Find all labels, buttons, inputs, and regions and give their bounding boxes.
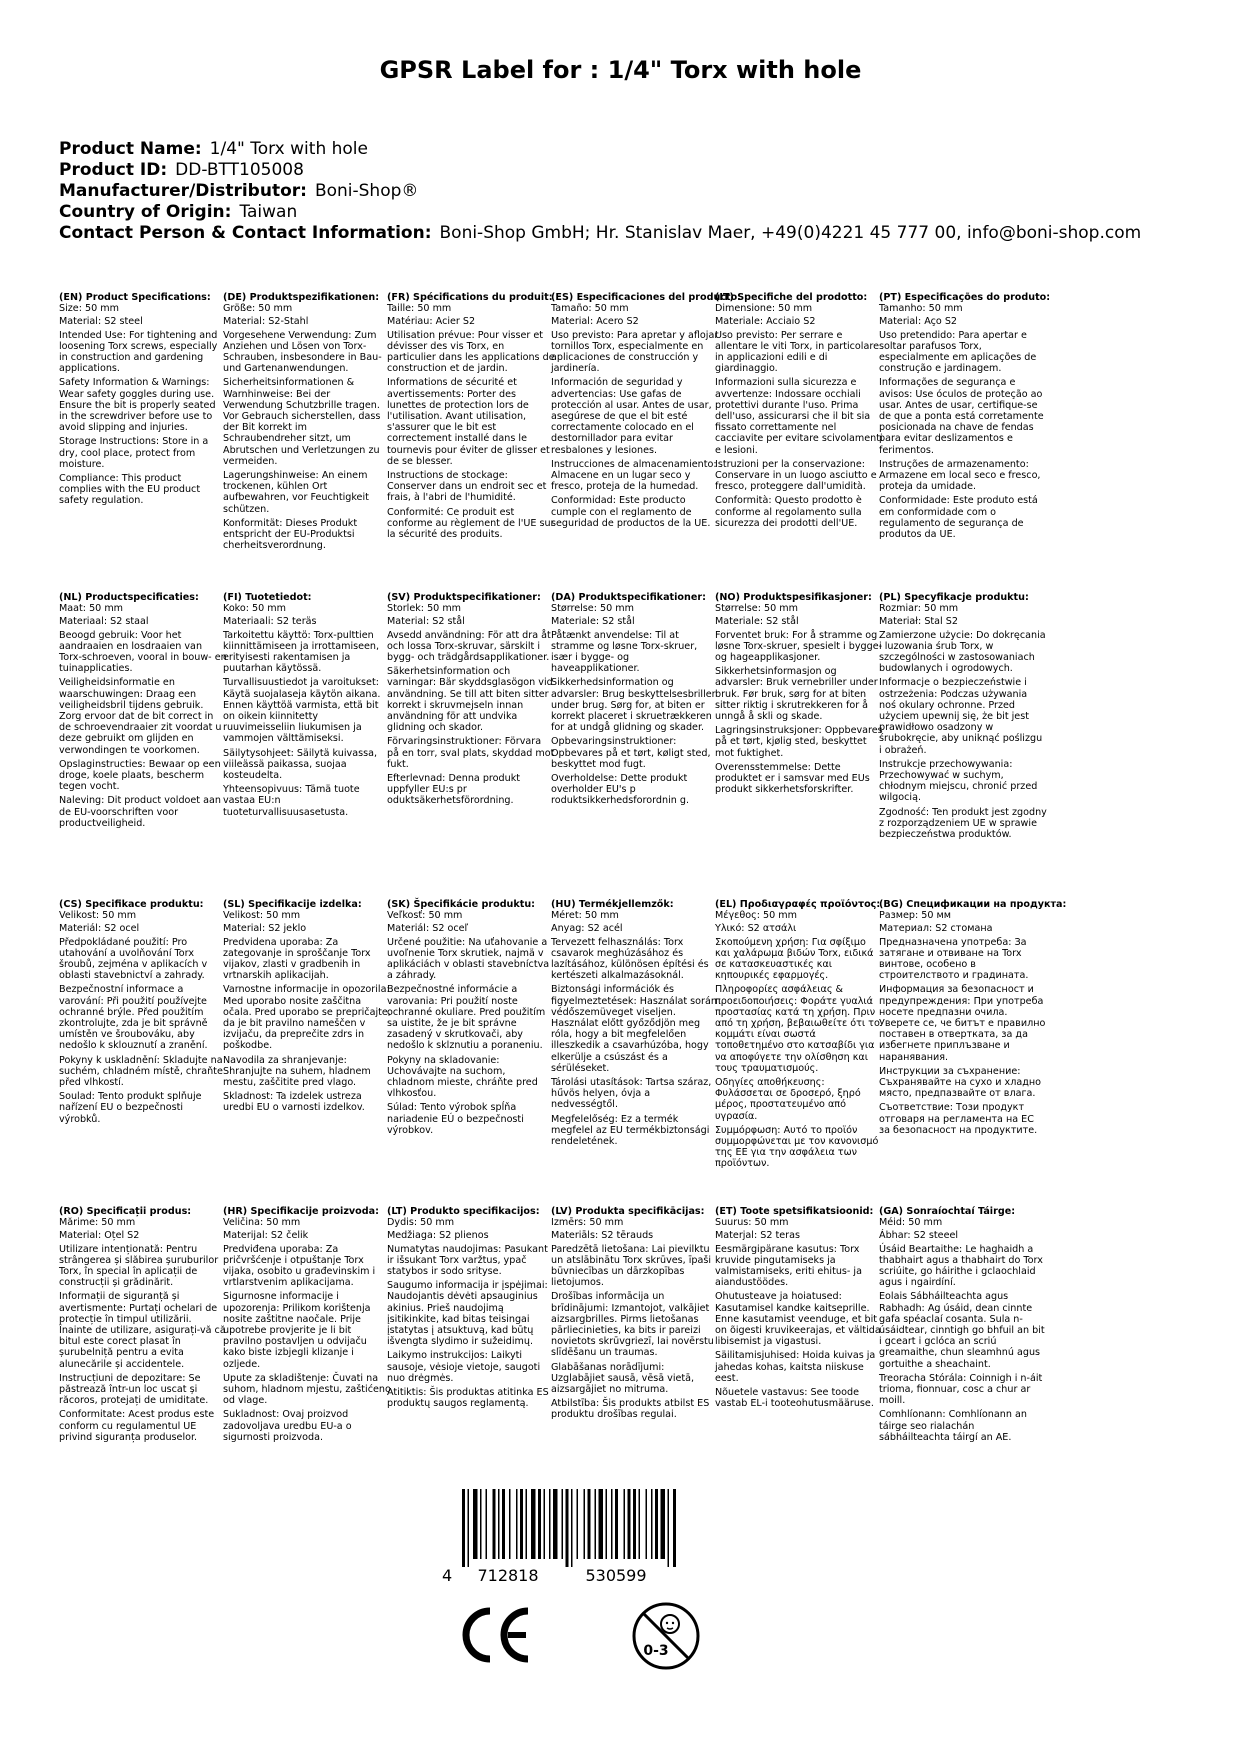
spec-paragraph: Skladnost: Ta izdelek ustreza uredbi EU o varnosti izdelkov. (223, 1091, 365, 1114)
spec-paragraph: Información de seguridad y advertencias: Use gafas de protección al usar. Antes de usar, asegúrese de que el bit esté correctamente colocado en el destornillador para evitar resbalones y lesiones. (551, 377, 712, 456)
spec-header: (HU) Termékjellemzők: (551, 899, 674, 910)
spec-header: (NL) Productspecificaties: (59, 592, 199, 603)
spec-paragraph: Biztonsági információk és figyelmeztetések: Használat során védőszemüveget viseljen. Használat előtt győződjön meg róla, hogy a bit megfelelően illeszkedik a csavarhúzóba, hogy elkerülje a csúszást és a sérüléseket. (551, 984, 717, 1074)
language-spec-block (879, 1206, 1047, 1446)
spec-material: Material: Oțel S2 (59, 1230, 140, 1242)
barcode-bar (577, 1489, 579, 1559)
meta-manufacturer: Manufacturer/Distributor: Boni-Shop® (59, 181, 419, 201)
spec-paragraph: Megfelelőség: Ez a termék megfelel az EU termékbiztonsági rendeletének. (551, 1113, 710, 1148)
spec-header: (LV) Produkta specifikācijas: (551, 1206, 705, 1217)
barcode-bar (468, 1489, 470, 1567)
spec-paragraph: Naleving: Dit product voldoet aan de EU-voorschriften voor productveiligheid. (59, 795, 221, 829)
spec-header: (SK) Špecifikácie produktu: (387, 899, 536, 910)
spec-paragraph: Avsedd användning: För att dra åt och lossa Torx-skruvar, särskilt i bygg- och trädgårdsapplikationer. (387, 629, 551, 664)
barcode-digits-right: 530599 (585, 1566, 647, 1584)
spec-header: (FR) Spécifications du produit: (387, 292, 553, 303)
spec-paragraph: Instruções de armazenamento: Armazene em local seco e fresco, proteja da umidade. (879, 458, 1041, 493)
barcode-bar (526, 1489, 528, 1559)
spec-material: Material: S2 jeklo (223, 923, 307, 935)
spec-paragraph: Numatytas naudojimas: Pasukant ir išsukant Torx varžtus, ypač statybos ir sodo srityse. (387, 1243, 548, 1278)
spec-size: Méret: 50 mm (551, 910, 619, 922)
spec-paragraph: Veiligheidsinformatie en waarschuwingen: Draag een veiligheidsbril tijdens gebruik. Zorg ervoor dat de bit correct in de schroevendraaier zit voordat u deze gebruikt om glijden en verwondingen te voorkomen. (59, 677, 222, 756)
spec-paragraph: Förvaringsinstruktioner: Förvara på en torr, sval plats, skyddad mot fukt. (387, 736, 555, 770)
spec-size: Izmērs: 50 mm (551, 1217, 624, 1229)
spec-paragraph: Sigurnosne informacije i upozorenja: Prilikom korištenja nosite zaštitne naočale. Prije upotrebe provjerite je li bit pravilno postavljen u odvijaču kako biste izbjegli klizanje i ozljede. (223, 1291, 371, 1370)
spec-size: Dydis: 50 mm (387, 1217, 455, 1229)
language-band (59, 592, 1239, 892)
spec-paragraph: Overholdelse: Dette produkt overholder EU's p roduktsikkerhedsforordnin g. (551, 773, 690, 807)
spec-paragraph: Conformité: Ce produit est conforme au règlement de l'UE sur la sécurité des produits. (387, 506, 555, 541)
spec-header: (LT) Produkto specifikacijos: (387, 1206, 540, 1217)
spec-paragraph: Säilytysohjeet: Säilytä kuivassa, viileässä paikassa, suojaa kosteudelta. (223, 747, 378, 782)
product-meta (59, 139, 1199, 244)
spec-paragraph: Lagringsinstruksjoner: Oppbevares på et tørt, kjølig sted, beskyttet mot fuktighet. (715, 725, 883, 759)
language-band (59, 1206, 1239, 1506)
spec-material: Materiale: S2 stål (715, 616, 799, 628)
spec-header: (NO) Produktspesifikasjoner: (715, 592, 872, 603)
spec-paragraph: Yhteensopivuus: Tämä tuote vastaa EU:n tuoteturvallisuusasetusta. (223, 784, 360, 818)
spec-paragraph: Informații de siguranță și avertismente: Purtați ochelari de protecție în timpul utilizării. Înainte de utilizare, asigurați-vă că bitul este corect plasat în șurubelniță pentru a evita alunecările și accidentele. (59, 1291, 226, 1370)
spec-paragraph: Zgodność: Ten produkt jest zgodny z rozporządzeniem UE w sprawie bezpieczeństwa produktów. (879, 806, 1047, 841)
spec-size: Velikost: 50 mm (223, 910, 301, 922)
barcode-bar (553, 1489, 558, 1559)
spec-size: Suurus: 50 mm (715, 1217, 789, 1229)
spec-material: Materiál: S2 ocel (59, 923, 140, 935)
spec-paragraph: Ohutusteave ja hoiatused: Kasutamisel kandke kaitseprille. Enne kasutamist veenduge, et bit on õigesti kruvikeerajas, et vältida libisemist ja vigastusi. (715, 1291, 881, 1348)
spec-material: Matériau: Acier S2 (387, 316, 476, 328)
language-spec-block (879, 292, 1051, 543)
spec-paragraph: Säilitamisjuhised: Hoida kuivas ja jahedas kohas, kaitsta niiskuse eest. (715, 1350, 876, 1384)
language-spec-block (387, 899, 555, 1139)
spec-header: (EN) Product Specifications: (59, 292, 211, 303)
barcode-bar (639, 1489, 641, 1559)
spec-paragraph: Conformidad: Este producto cumple con el reglamento de seguridad de productos de la UE. (551, 495, 711, 529)
language-spec-block (551, 292, 742, 532)
language-spec-block (223, 899, 391, 1117)
barcode-bar (520, 1489, 523, 1559)
language-spec-block (387, 1206, 555, 1412)
spec-material: Materiaali: S2 teräs (223, 616, 317, 628)
language-spec-block (715, 592, 883, 798)
spec-paragraph: Comhlíonann: Comhlíonann an táirge seo rialachán sábháilteachta táirgí an AE. (879, 1409, 1027, 1443)
spec-size: Veličina: 50 mm (223, 1217, 301, 1229)
spec-header: (ET) Toote spetsifikatsioonid: (715, 1206, 874, 1217)
barcode-digit-prefix: 4 (442, 1566, 453, 1584)
spec-paragraph: Istruzioni per la conservazione: Conservare in un luogo asciutto e fresco, proteggere dall'umidità. (715, 458, 877, 493)
spec-paragraph: Beoogd gebruik: Voor het aandraaien en losdraaien van Torx-schroeven, vooral in bouw- en tuinapplicaties. (59, 629, 227, 675)
barcode-bar (498, 1489, 500, 1559)
barcode-bar (462, 1489, 465, 1567)
spec-paragraph: Sukladnost: Ovaj proizvod zadovoljava uredbu EU-a o sigurnosti proizvoda. (223, 1409, 352, 1443)
spec-paragraph: Varnostne informacije in opozorila: Med uporabo nosite zaščitna očala. Pred uporabo se prepričajte, da je bit pravilno nameščen v izvijaču, da preprečite zdrs in poškodbe. (223, 984, 391, 1052)
language-spec-block (59, 592, 227, 832)
spec-size: Mărime: 50 mm (59, 1217, 136, 1229)
spec-paragraph: Compliance: This product complies with the EU product safety regulation. (59, 473, 201, 507)
spec-paragraph: Uso previsto: Para apretar y aflojar tornillos Torx, especialmente en aplicaciones de construcción y jardinería. (551, 329, 719, 375)
spec-paragraph: Uso previsto: Per serrare e allentare le viti Torx, in particolare in applicazioni edili e di giardinaggio. (715, 329, 879, 375)
spec-paragraph: Tárolási utasítások: Tartsa száraz, hűvös helyen, óvja a nedvességtől. (551, 1077, 712, 1111)
spec-material: Материал: S2 стомана (879, 923, 993, 935)
barcode-bar (606, 1489, 608, 1559)
barcode-bar (571, 1489, 573, 1567)
barcode-bar (673, 1489, 676, 1567)
language-spec-block (879, 899, 1067, 1139)
spec-paragraph: Eesmärgipärane kasutus: Torx kruvide pingutamiseks ja valmistamiseks, eriti ehitus- ja aiandustöödes. (715, 1243, 862, 1289)
spec-material: Materiaal: S2 staal (59, 616, 149, 628)
barcode-bar (549, 1489, 551, 1559)
spec-size: Størrelse: 50 mm (551, 603, 634, 615)
language-spec-block (223, 292, 391, 554)
barcode-bar (646, 1489, 648, 1559)
spec-material: Material: S2-Stahl (223, 316, 309, 328)
not-for-children-0-3-icon (630, 1600, 702, 1672)
spec-paragraph: Atitiktis: Šis produktas atitinka ES produktų saugos reglamentą. (387, 1387, 549, 1410)
spec-paragraph: Bezpečnostné informácie a varovania: Pri použití noste ochranné okuliare. Pred použitím sa uistite, že je bit správne zasadený v skrutkovači, aby nedošlo k sklznutiu a poraneniu. (387, 984, 546, 1052)
meta-country: Country of Origin: Taiwan (59, 202, 298, 222)
meta-product-name: Product Name: 1/4" Torx with hole (59, 139, 368, 159)
spec-header: (PL) Specyfikacje produktu: (879, 592, 1029, 603)
spec-paragraph: Lagerungshinweise: An einem trockenen, kühlen Ort aufbewahren, vor Feuchtigkeit schützen. (223, 470, 369, 515)
spec-material: Material: S2 stål (387, 616, 465, 628)
barcode-bar (633, 1489, 636, 1559)
barcode-bar (516, 1489, 518, 1559)
barcode-bar (531, 1489, 536, 1559)
spec-paragraph: Pokyny k uskladnění: Skladujte na suchém, chladném místě, chraňte před vlhkostí. (59, 1054, 223, 1089)
spec-paragraph: Opslaginstructies: Bewaar op een droge, koele plaats, bescherm tegen vocht. (59, 758, 221, 793)
language-spec-block (551, 1206, 719, 1424)
spec-material: Materiale: S2 stål (551, 616, 635, 628)
spec-size: Tamaño: 50 mm (551, 303, 629, 315)
language-spec-block (715, 292, 883, 532)
spec-paragraph: Instrucciones de almacenamiento: Almacene en un lugar seco y fresco, proteja de la humedad. (551, 458, 717, 493)
spec-paragraph: Forventet bruk: For å stramme og løsne Torx-skruer, spesielt i bygge- og hageapplikasjoner. (715, 629, 883, 664)
spec-header: (PT) Especificações do produto: (879, 292, 1051, 303)
spec-paragraph: Saugumo informacija ir įspėjimai: Naudojantis dėvėti apsauginius akinius. Prieš naudojimą įsitikinkite, kad bitas teisingai įstatytas į atsuktuvą, kad būtų išvengta slydimo ir sužeidimų. (387, 1280, 548, 1348)
spec-paragraph: Conformitate: Acest produs este conform cu regulamentul UE privind siguranța produselor. (59, 1409, 215, 1443)
barcode-bar (611, 1489, 613, 1559)
spec-paragraph: Informações de segurança e avisos: Use óculos de proteção ao usar. Antes de usar, certifique-se de que a ponta está corretamente posicionada na chave de fendas para evitar deslizamentos e ferimentos. (879, 377, 1044, 456)
spec-paragraph: Conformidade: Este produto está em conformidade com o regulamento de segurança de produtos da UE. (879, 495, 1038, 541)
spec-header: (GA) Sonraíochtaí Táirge: (879, 1206, 1016, 1217)
language-spec-block (59, 899, 227, 1128)
spec-paragraph: Bezpečnostní informace a varování: Při použití používejte ochranné brýle. Před použitím zkontrolujte, zda je bit správně umístěn ve šroubováku, aby nedošlo k sklouznutí a zranění. (59, 984, 208, 1052)
spec-paragraph: Eolais Sábháilteachta agus Rabhadh: Ag úsáid, dean cinnte gafa spéaclaí cosanta. Sula n-úsáidtear, cinntigh go bhfuil an bit i gceart i gclóca an scriú greamaithe, chun sleamhnú agus gortuithe a sheachaint. (879, 1291, 1045, 1370)
language-spec-block (59, 1206, 227, 1446)
spec-paragraph: Информация за безопасност и предупреждения: При употреба носете предпазни очила. Уверете се, че битът е правилно поставен в отвертката, за да избегнете приплъзване и наранявания. (879, 984, 1046, 1063)
spec-paragraph: Storage Instructions: Store in a dry, cool place, protect from moisture. (59, 436, 209, 470)
spec-header: (ES) Especificaciones del producto: (551, 292, 742, 303)
barcode-bar (538, 1489, 541, 1559)
spec-paragraph: Utilisation prévue: Pour visser et dévisser des vis Torx, en particulier dans les applications de construction et de jardin. (387, 329, 555, 375)
spec-paragraph: Zamierzone użycie: Do dokręcania i luzowania śrub Torx, w szczególności w zastosowaniach budowlanych i ogrodowych. (879, 629, 1046, 675)
spec-material: Ábhar: S2 steeel (879, 1230, 959, 1242)
spec-paragraph: Turvallisuustiedot ja varoitukset: Käytä suojalaseja käytön aikana. Ennen käyttöä varmista, että bit on oikein kiinnitetty ruuvimeisseliin liukumisen ja vammojen välttämiseksi. (223, 677, 381, 745)
spec-paragraph: Conformità: Questo prodotto è conforme al regolamento sulla sicurezza dei prodotti dell'UE. (715, 495, 862, 529)
spec-paragraph: Utilizare intenționată: Pentru strângerea și slăbirea șuruburilor Torx, în special în aplicații de construcții și grădinărit. (59, 1243, 219, 1289)
spec-paragraph: Съответствие: Този продукт отговаря на регламента на ЕС за безопасност на продуктите. (879, 1102, 1038, 1136)
spec-paragraph: Overensstemmelse: Dette produktet er i samsvar med EUs produkt sikkerhetsforskrifter. (715, 761, 870, 796)
spec-paragraph: Instrucțiuni de depozitare: Se păstrează într-un loc uscat și răcoros, protejați de umiditate. (59, 1372, 209, 1407)
spec-paragraph: Tarkoitettu käyttö: Torx-pulttien kiinnittämiseen ja irrottamiseen, erityisesti rakentamisen ja puutarhan käytössä. (223, 629, 380, 675)
language-spec-block (551, 592, 719, 810)
spec-material: Material: Aço S2 (879, 316, 958, 328)
barcode-bar (628, 1489, 631, 1559)
language-spec-block (551, 899, 719, 1150)
spec-size: Rozmiar: 50 mm (879, 603, 959, 615)
language-spec-block (387, 292, 555, 543)
spec-size: Velikost: 50 mm (59, 910, 137, 922)
language-spec-block (715, 899, 883, 1173)
spec-paragraph: Инструкции за съхранение: Съхранявайте на сухо и хладно място, предпазвайте от влага. (879, 1065, 1041, 1100)
spec-header: (FI) Tuotetiedot: (223, 592, 312, 603)
spec-size: Maat: 50 mm (59, 603, 124, 615)
ean-barcode (440, 1489, 710, 1584)
barcode-bar (473, 1489, 478, 1559)
spec-material: Material: S2 steel (59, 316, 143, 328)
spec-paragraph: Informazioni sulla sicurezza e avvertenze: Indossare occhiali protettivi durante l'uso. Prima dell'uso, assicurarsi che il bit sia fissato correttamente nel cacciavite per evitare scivolamenti e lesioni. (715, 377, 883, 456)
spec-paragraph: Predviđena uporaba: Za pričvršćenje i otpuštanje Torx vijaka, osobito u građevinskim i vrtlarstvenim aplikacijama. (223, 1243, 376, 1289)
spec-header: (BG) Спецификации на продукта: (879, 899, 1067, 910)
barcode-bar (615, 1489, 618, 1559)
spec-paragraph: Tervezett felhasználás: Torx csavarok meghúzásához és lazításához, különösen építési és kertészeti alkalmazásoknál. (551, 936, 709, 982)
spec-size: Размер: 50 мм (879, 910, 952, 922)
spec-paragraph: Predvidena uporaba: Za zategovanje in sproščanje Torx vijakov, zlasti v gradbenih in vrtnarskih aplikacijah. (223, 936, 371, 982)
spec-paragraph: Soulad: Tento produkt splňuje nařízení EU o bezpečnosti výrobků. (59, 1091, 202, 1125)
barcode-bar (502, 1489, 505, 1559)
spec-header: (DA) Produktspecifikationer: (551, 592, 706, 603)
spec-paragraph: Säkerhetsinformation och varningar: Bär skyddsglasögon vid användning. Se till att biten sitter korrekt i skruvmejseln innan användning för att undvika glidning och skador. (387, 666, 553, 734)
spec-material: Materiál: S2 oceľ (387, 923, 469, 935)
meta-product-id: Product ID: DD-BTT105008 (59, 160, 304, 180)
spec-material: Materiale: Acciaio S2 (715, 316, 816, 328)
language-band (59, 292, 1239, 592)
spec-size: Størrelse: 50 mm (715, 603, 798, 615)
spec-paragraph: Πληροφορίες ασφάλειας & προειδοποιήσεις: Φοράτε γυαλιά προστασίας κατά τη χρήση. Πριν από τη χρήση, βεβαιωθείτε ότι το κομμάτι είναι σωστά τοποθετημένο στο κατσαβίδι για να αποφύγετε την ολίσθηση και τους τραυματισμούς. (715, 984, 880, 1074)
page-title: GPSR Label for : 1/4" Torx with hole (379, 56, 862, 84)
spec-paragraph: Efterlevnad: Denna produkt uppfyller EU:s pr oduktsäkerhetsförordning. (387, 773, 521, 807)
spec-paragraph: Sikkerhedsinformation og advarsler: Brug beskyttelsesbriller under brug. Sørg for, at biten er korrekt placeret i skruetrækkeren for at undgå glidning og skader. (551, 677, 716, 734)
spec-paragraph: Předpokládané použití: Pro utahování a uvolňování Torx šroubů, zejména v aplikacích v oblasti stavebnictví a zahrady. (59, 936, 208, 982)
spec-paragraph: Intended Use: For tightening and loosening Torx screws, especially in construction and gardening applications. (59, 329, 218, 375)
spec-paragraph: Treoracha Stórála: Coinnigh i n-áit trioma, fionnuar, cosc a chur ar moill. (879, 1372, 1043, 1407)
barcode-bar (655, 1489, 658, 1559)
barcode-bar (544, 1489, 546, 1559)
spec-size: Size: 50 mm (59, 303, 119, 315)
barcode-bar (486, 1489, 488, 1559)
meta-contact: Contact Person & Contact Information: Boni-Shop GmbH; Hr. Stanislav Maer, +49(0)4221 45 777 00, info@boni-shop.com (59, 223, 1142, 243)
spec-paragraph: Instructions de stockage: Conserver dans un endroit sec et frais, à l'abri de l'humidité. (387, 470, 547, 504)
barcode-bar (480, 1489, 482, 1559)
language-spec-block (879, 592, 1047, 843)
spec-header: (RO) Specificații produs: (59, 1206, 192, 1217)
spec-paragraph: Drošības informācija un brīdinājumi: Izmantojot, valkājiet aizsargbrilles. Pirms lietošanas pārliecinieties, ka bits ir pareizi novietots skrūvgriezī, lai novērstu slīdēšanu un traumas. (551, 1291, 714, 1359)
language-spec-block (223, 1206, 391, 1446)
spec-paragraph: Uso pretendido: Para apertar e soltar parafusos Torx, especialmente em aplicações de construção e jardinagem. (879, 329, 1037, 375)
barcode-bar (509, 1489, 511, 1559)
spec-material: Materiał: Stal S2 (879, 616, 958, 628)
spec-paragraph: Paredzētā lietošana: Lai pievilktu un atslābinātu Torx skrūves, īpaši būvniecības un dārzkopības lietojumos. (551, 1243, 712, 1289)
spec-size: Veľkosť: 50 mm (387, 910, 463, 922)
spec-paragraph: Sikkerhetsinformasjon og advarsler: Bruk vernebriller under bruk. Før bruk, sørg for at biten sitter riktig i skrutrekkeren for å unngå å skli og skade. (715, 666, 878, 723)
spec-paragraph: Glabāšanas norādījumi: Uzglabājiet sausā, vēsā vietā, aizsargājiet no mitruma. (551, 1361, 695, 1396)
spec-material: Materijal: S2 čelik (223, 1230, 309, 1242)
spec-header: (HR) Specifikacije proizvoda: (223, 1206, 379, 1217)
spec-paragraph: Opbevaringsinstruktioner: Opbevares på et tørt, køligt sted, beskyttet mod fugt. (551, 736, 711, 770)
spec-size: Méid: 50 mm (879, 1217, 943, 1229)
language-spec-block (387, 592, 555, 810)
spec-header: (SV) Produktspecifikationer: (387, 592, 541, 603)
spec-material: Material: Acero S2 (551, 316, 639, 328)
barcode-bar (624, 1489, 626, 1559)
spec-paragraph: Предназначена употреба: За затягане и отвиване на Torx винтове, особено в строителството и градината. (879, 936, 1029, 982)
spec-header: (DE) Produktspezifikationen: (223, 292, 380, 303)
spec-material: Materjal: S2 teras (715, 1230, 800, 1242)
ce-mark-icon (456, 1605, 536, 1665)
barcode-bar (668, 1489, 670, 1567)
spec-material: Anyag: S2 acél (551, 923, 623, 935)
spec-size: Μέγεθος: 50 mm (715, 910, 797, 922)
spec-paragraph: Úsáid Beartaithe: Le haghaidh a thabhairt agus a thabhairt do Torx scriúite, go háirithe i gclaochlaid agus i ngairdíní. (879, 1243, 1043, 1289)
spec-size: Taille: 50 mm (387, 303, 452, 315)
spec-header: (SL) Specifikacije izdelka: (223, 899, 362, 910)
spec-paragraph: Laikymo instrukcijos: Laikyti sausoje, vėsioje vietoje, saugoti nuo drėgmės. (387, 1350, 541, 1384)
spec-size: Tamanho: 50 mm (879, 303, 963, 315)
spec-paragraph: Nõuetele vastavus: See toode vastab EL-i tooteohutusmääruse. (715, 1387, 874, 1410)
language-spec-block (223, 592, 391, 821)
language-band (59, 899, 1239, 1199)
spec-paragraph: Sicherheitsinformationen & Warnhinweise: Bei der Verwendung Schutzbrille tragen. Vor Gebrauch sicherstellen, dass der Bit korrekt im Schraubendreher sitzt, um Abrutschen und Verletzungen zu vermeiden. (223, 377, 381, 467)
spec-paragraph: Atbilstība: Šis produkts atbilst ES produktu drošības regulai. (551, 1398, 710, 1421)
spec-paragraph: Pokyny na skladovanie: Uchovávajte na suchom, chladnom mieste, chráňte pred vlhkosťou. (387, 1054, 538, 1100)
barcode-bar (566, 1489, 569, 1567)
spec-paragraph: Vorgesehene Verwendung: Zum Anziehen und Lösen von Torx-Schrauben, insbesondere in Bau- und Gartenanwendungen. (223, 329, 382, 375)
spec-size: Storlek: 50 mm (387, 603, 462, 615)
spec-paragraph: Påtænkt anvendelse: Til at stramme og løsne Torx-skruer, især i bygge- og haveapplikationer. (551, 629, 698, 675)
language-spec-block (59, 292, 227, 510)
spec-paragraph: Určené použitie: Na uťahovanie a uvoľnenie Torx skrutiek, najmä v aplikáciách v oblasti stavebníctva a záhrady. (387, 936, 550, 982)
spec-paragraph: Konformität: Dieses Produkt entspricht der EU-Produktsi cherheitsverordnung. (223, 517, 358, 552)
barcode-bar (562, 1489, 564, 1559)
spec-material: Materiāls: S2 tērauds (551, 1230, 654, 1242)
spec-size: Koko: 50 mm (223, 603, 286, 615)
barcode-bar (595, 1489, 597, 1559)
barcode-digits-left: 712818 (477, 1566, 539, 1584)
spec-header: (EL) Προδιαγραφές προϊόντος: (715, 899, 881, 910)
spec-size: Größe: 50 mm (223, 303, 293, 315)
spec-material: Υλικό: S2 ατσάλι (715, 923, 797, 935)
barcode-bar (584, 1489, 586, 1559)
spec-paragraph: Instrukcje przechowywania: Przechowywać w suchym, chłodnym miejscu, chronić przed wilgocią. (879, 758, 1038, 804)
spec-paragraph: Informacje o bezpieczeństwie i ostrzeżenia: Podczas używania noś okulary ochronne. Przed użyciem upewnij się, że bit jest prawidłowo osadzony w śrubokręcie, aby uniknąć poślizgu i obrażeń. (879, 677, 1043, 756)
spec-paragraph: Súlad: Tento výrobok spĺňa nariadenie EÚ o bezpečnosti výrobkov. (387, 1102, 524, 1136)
spec-header: (CS) Specifikace produktu: (59, 899, 204, 910)
spec-size: Dimensione: 50 mm (715, 303, 813, 315)
spec-paragraph: Οδηγίες αποθήκευσης: Φυλάσσεται σε δροσερό, ξηρό μέρος, προστατευμένο από υγρασία. (715, 1077, 861, 1122)
barcode-bar (661, 1489, 666, 1559)
spec-header: (IT) Specifiche del prodotto: (715, 292, 868, 303)
language-spec-block (715, 1206, 883, 1412)
barcode-bar (588, 1489, 591, 1559)
barcode-bar (493, 1489, 496, 1559)
spec-paragraph: Navodila za shranjevanje: Shranjujte na suhem, hladnem mestu, zaščitite pred vlago. (223, 1054, 371, 1089)
spec-paragraph: Σκοπούμενη χρήση: Για σφίξιμο και χαλάρωμα βιδών Torx, ειδικά σε κατασκευαστικές και κηπουρικές εφαρμογές. (715, 936, 874, 982)
barcode-bar (599, 1489, 604, 1559)
spec-paragraph: Safety Information & Warnings: Wear safety goggles during use. Ensure the bit is properly seated in the screwdriver before use to avoid slipping and injuries. (59, 377, 216, 434)
barcode-bar (651, 1489, 653, 1559)
spec-paragraph: Informations de sécurité et avertissements: Porter des lunettes de protection lors de l'utilisation. Avant utilisation, s'assurer que le bit est correctement installé dans le tournevis pour éviter de glisser et de se blesser. (387, 377, 550, 467)
spec-material: Medžiaga: S2 plienos (387, 1230, 489, 1242)
spec-paragraph: Συμμόρφωση: Αυτό το προϊόν συμμορφώνεται με τον κανονισμό της ΕΕ για την ασφάλεια των προϊόντων. (715, 1124, 879, 1170)
spec-paragraph: Upute za skladištenje: Čuvati na suhom, hladnom mjestu, zaštićeno od vlage. (223, 1372, 391, 1407)
age-label: 0-3 (643, 1643, 669, 1659)
